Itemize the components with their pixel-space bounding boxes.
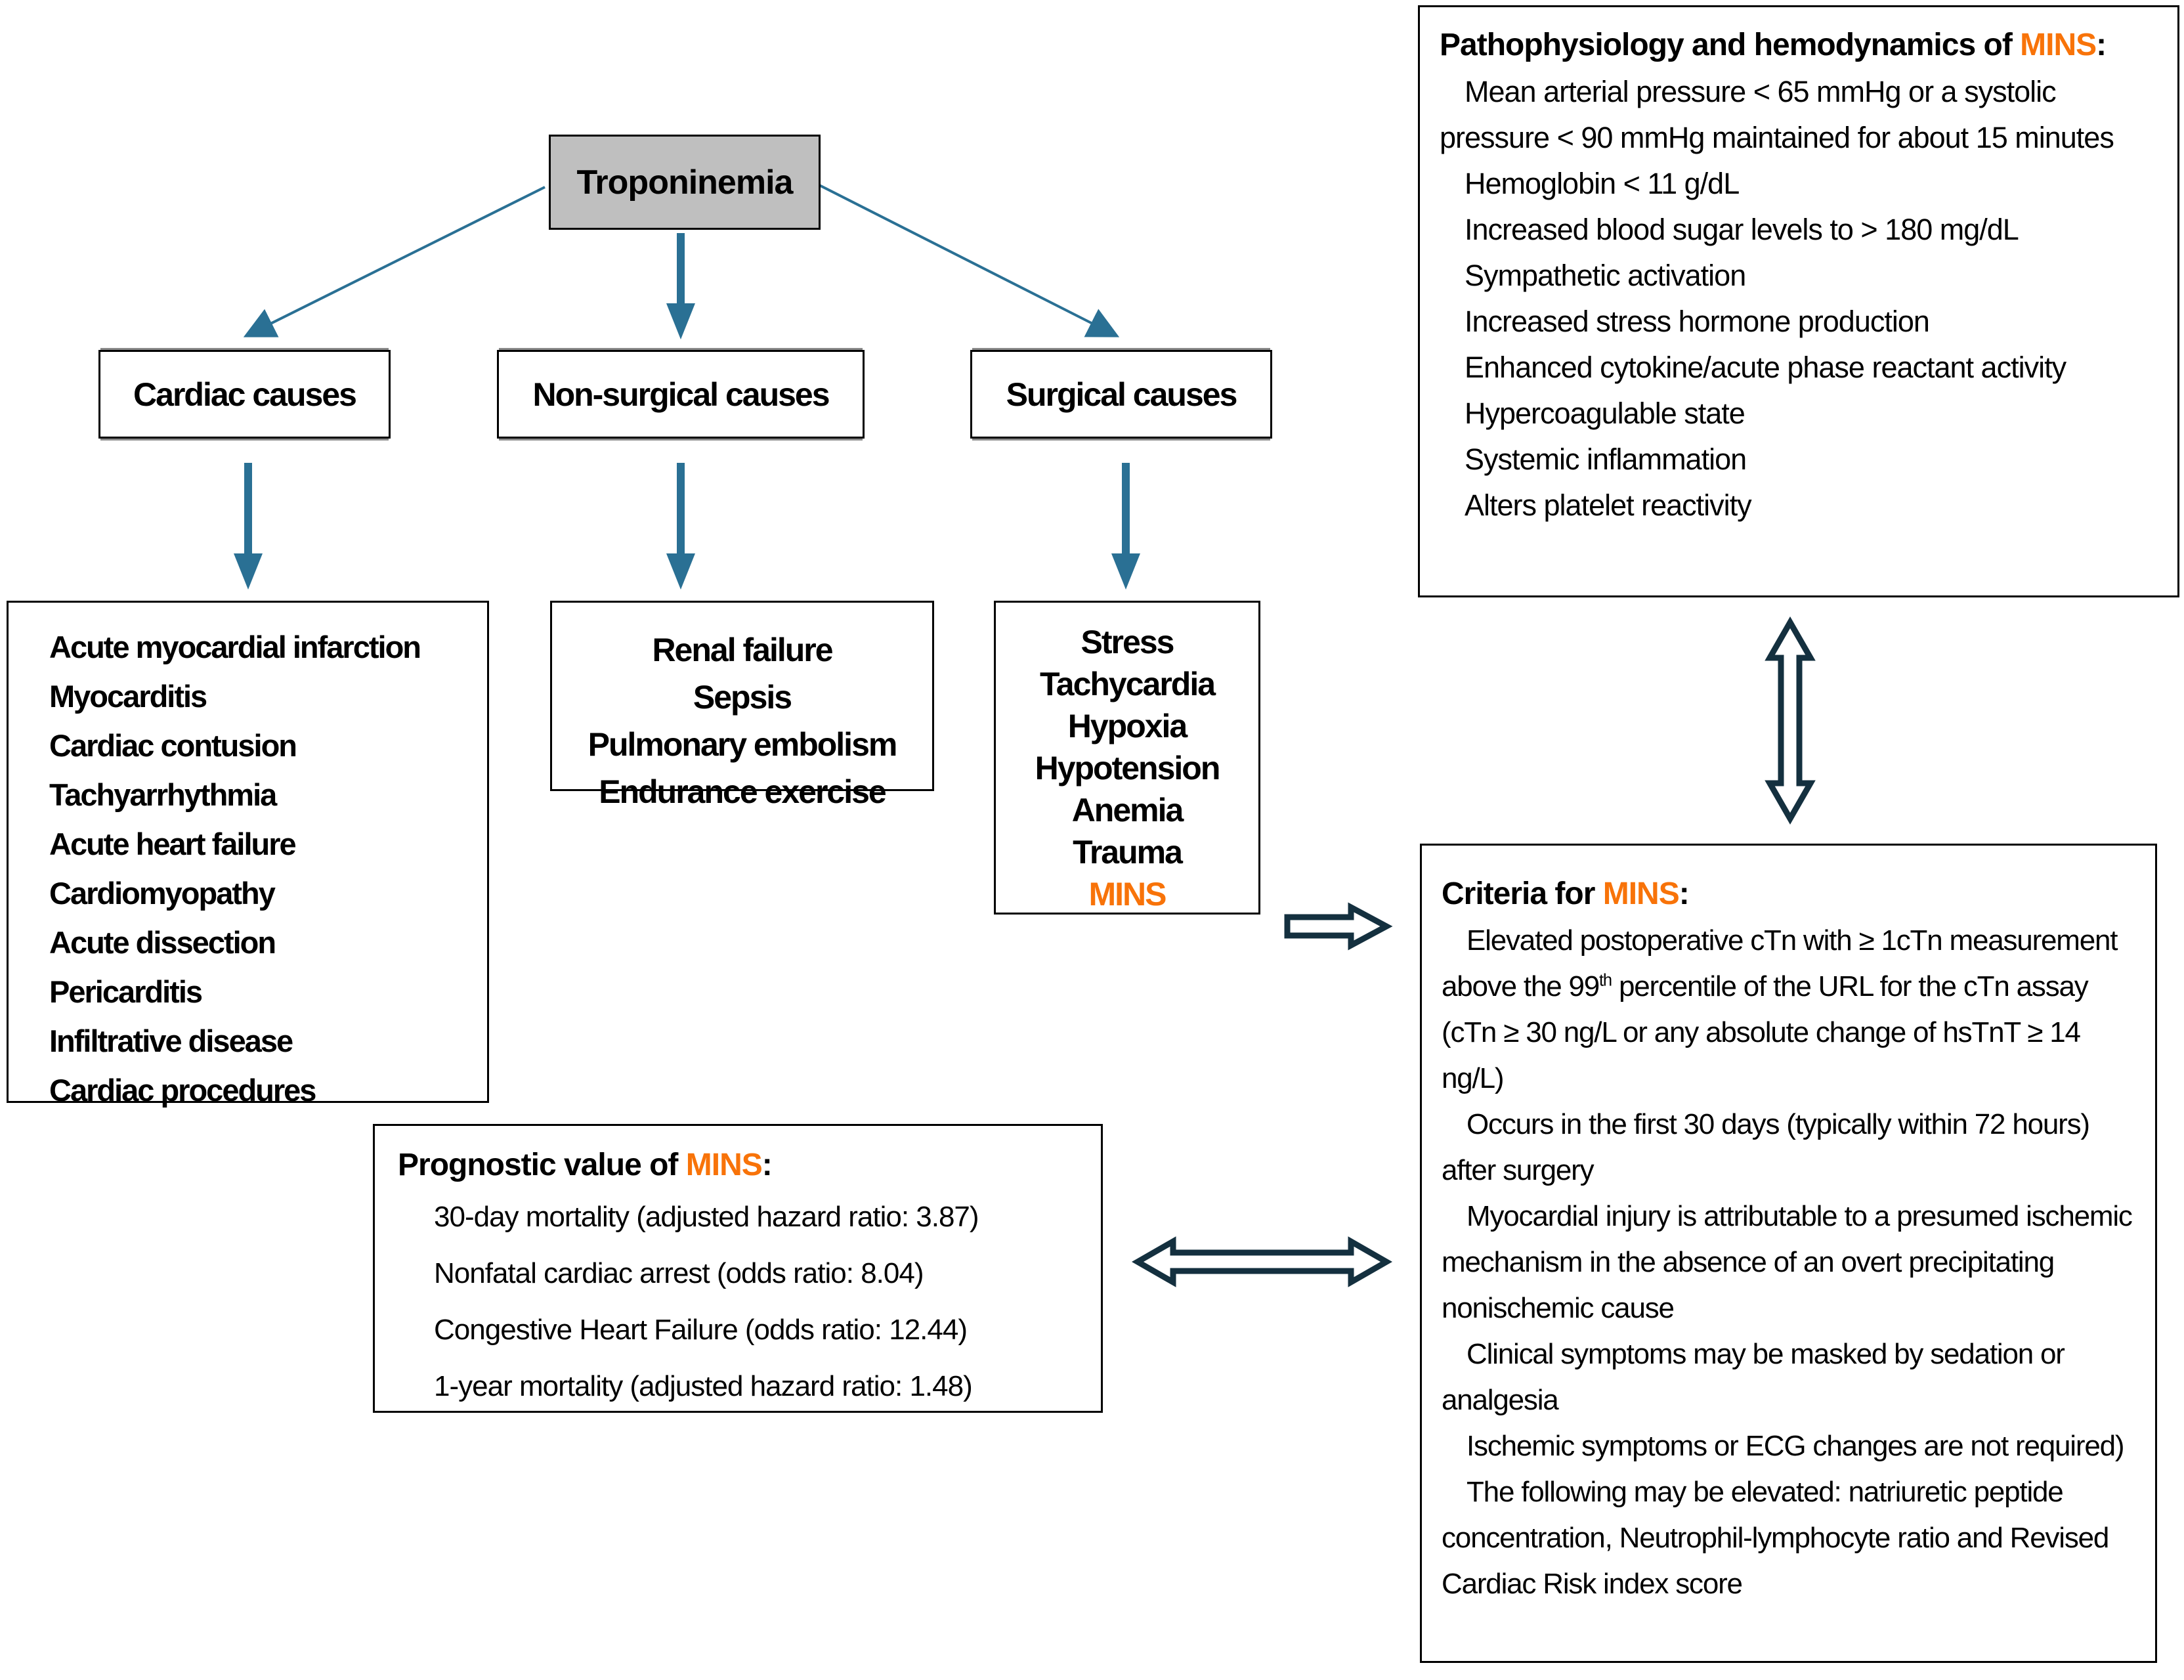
prognostic-item: Nonfatal cardiac arrest (odds ratio: 8.04) <box>434 1257 924 1289</box>
panel-criteria <box>1420 844 2157 1663</box>
nonsurgical-cause-item: Endurance exercise <box>599 773 886 810</box>
surgical-cause-item: Anemia <box>1071 792 1183 829</box>
arrow-patho-criteria <box>1770 622 1810 819</box>
criteria-item: Myocardial injury is attributable to a presumed ischemic mechanism in the absence of an overt precipitating nonischemic cause <box>1442 1200 2132 1324</box>
pathophysiology-item: Hemoglobin < 11 g/dL <box>1465 167 1740 200</box>
prognostic-item: 1-year mortality (adjusted hazard ratio: 1.48) <box>434 1370 972 1402</box>
cardiac-cause-item: Cardiac procedures <box>49 1073 316 1108</box>
prognostic-item: 30-day mortality (adjusted hazard ratio: 3.87) <box>434 1201 979 1233</box>
list-nonsurgical-causes <box>550 601 934 810</box>
prognostic-title: Prognostic value of MINS: <box>398 1148 772 1182</box>
header-cardiac-label: Cardiac causes <box>133 376 356 413</box>
root-node-troponinemia <box>549 135 821 230</box>
list-cardiac-causes <box>7 601 489 1108</box>
criteria-item: Ischemic symptoms or ECG changes are not required) <box>1467 1430 2124 1462</box>
criteria-item: Elevated postoperative cTn with ≥ 1cTn measurement above the 99th percentile of the URL for the cTn assay (cTn ≥ 30 ng/L or any absolute change of hsTnT ≥ 14 ng/L) <box>1442 924 2118 1094</box>
cardiac-cause-item: Myocarditis <box>49 679 207 714</box>
nonsurgical-cause-item: Renal failure <box>652 632 832 668</box>
arrow-root-to-surgical <box>819 185 1115 335</box>
nonsurgical-cause-item: Sepsis <box>693 679 792 716</box>
cardiac-cause-item: Cardiac contusion <box>49 728 297 763</box>
surgical-cause-item: MINS <box>1088 876 1166 913</box>
arrow-nonsurgical-to-list <box>666 463 695 590</box>
cardiac-cause-item: Acute dissection <box>49 925 276 960</box>
arrow-root-to-cardiac <box>248 187 545 335</box>
nonsurgical-cause-item: Pulmonary embolism <box>588 726 897 763</box>
criteria-title: Criteria for MINS: <box>1442 876 1689 911</box>
arrow-root-to-nonsurgical <box>666 233 695 339</box>
pathophysiology-item: Hypercoagulable state <box>1465 397 1745 430</box>
cardiac-cause-item: Acute heart failure <box>49 827 295 861</box>
pathophysiology-item: Enhanced cytokine/acute phase reactant activity <box>1465 351 2066 384</box>
pathophysiology-item: Increased blood sugar levels to > 180 mg/dL <box>1465 213 2019 246</box>
criteria-item: The following may be elevated: natriuretic peptide concentration, Neutrophil-lymphocyte ratio and Revised Cardiac Risk index score <box>1442 1476 2109 1600</box>
header-surgical-causes <box>970 350 1272 439</box>
criteria-item: Clinical symptoms may be masked by sedation or analgesia <box>1442 1338 2065 1416</box>
cardiac-cause-item: Acute myocardial infarction <box>49 630 420 664</box>
pathophysiology-items <box>1440 69 2164 528</box>
criteria-items <box>1442 918 2143 1607</box>
cardiac-cause-item: Tachyarrhythmia <box>49 777 276 812</box>
arrow-surgical-to-list <box>1111 463 1140 590</box>
root-node-label: Troponinemia <box>576 163 793 202</box>
cardiac-cause-item: Cardiomyopathy <box>49 876 274 911</box>
arrow-prognostic-criteria <box>1138 1241 1386 1282</box>
arrow-surgical-to-criteria <box>1287 907 1386 945</box>
pathophysiology-item: Systemic inflammation <box>1465 442 1747 476</box>
header-nonsurgical-causes <box>497 350 865 439</box>
panel-pathophysiology <box>1418 5 2179 597</box>
pathophysiology-item: Sympathetic activation <box>1465 259 1746 292</box>
header-nonsurgical-label: Non-surgical causes <box>532 376 829 413</box>
surgical-cause-item: Trauma <box>1073 834 1182 871</box>
prognostic-item: Congestive Heart Failure (odds ratio: 12.44) <box>434 1314 967 1346</box>
arrow-cardiac-to-list <box>234 463 263 590</box>
cardiac-cause-item: Infiltrative disease <box>49 1023 293 1058</box>
prognostic-items <box>398 1189 1091 1415</box>
list-surgical-causes <box>994 601 1260 915</box>
surgical-cause-item: Hypotension <box>1035 750 1220 786</box>
pathophysiology-item: Increased stress hormone production <box>1465 305 1929 338</box>
pathophysiology-item: Alters platelet reactivity <box>1465 488 1751 522</box>
pathophysiology-title: Pathophysiology and hemodynamics of MINS: <box>1440 28 2107 62</box>
cardiac-cause-item: Pericarditis <box>49 974 202 1009</box>
pathophysiology-item: Mean arterial pressure < 65 mmHg or a systolic pressure < 90 mmHg maintained for about 15 minutes <box>1440 75 2114 154</box>
header-cardiac-causes <box>98 350 391 439</box>
surgical-cause-item: Hypoxia <box>1067 708 1187 744</box>
header-surgical-label: Surgical causes <box>1006 376 1237 413</box>
criteria-item: Occurs in the first 30 days (typically within 72 hours) after surgery <box>1442 1108 2089 1186</box>
surgical-cause-item: Tachycardia <box>1039 666 1215 702</box>
panel-prognostic <box>373 1124 1103 1413</box>
surgical-cause-item: Stress <box>1081 624 1174 660</box>
